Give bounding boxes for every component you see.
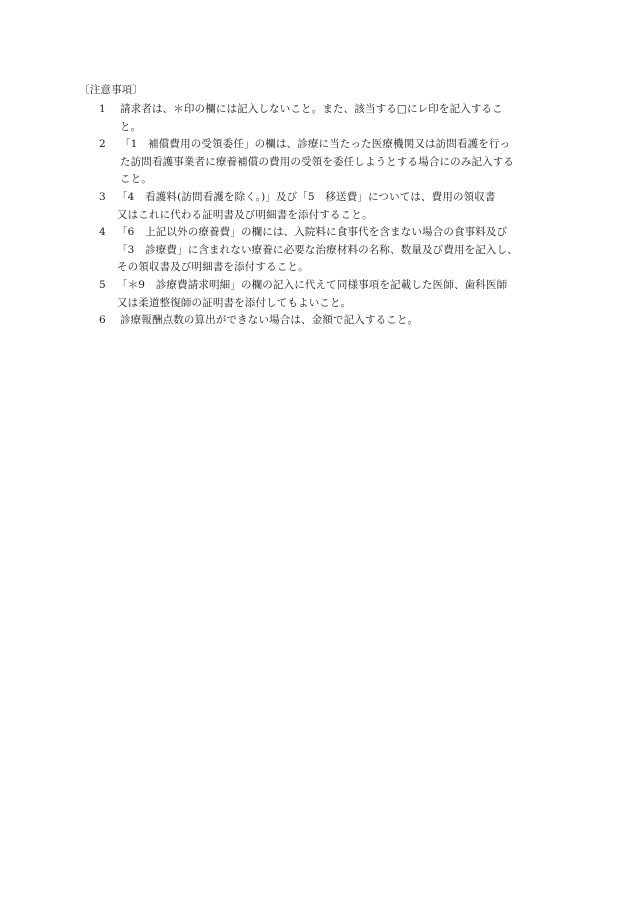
note-text: 「6 上記以外の療養費」の欄には、入院料に食事代を含まない場合の食事料及び 「3 診療費」に含まれない療養に必要な治療材料の名称、数量及び費用を記入し、 その領収書及び明細書を添付すること。 — [117, 226, 518, 274]
note-number: 4 — [99, 226, 106, 239]
note-number: 2 — [99, 138, 106, 151]
note-text: 請求者は、＊印の欄には記入しないこと。また、該当する□にレ印を記入するこ と。 — [120, 103, 503, 133]
note-item-3 — [0, 189, 630, 224]
note-text: 「4 看護料(訪問看護を除く。)」及び「5 移送費」については、費用の領収書 又はこれに代わる証明書及び明細書を添付すること。 — [117, 190, 496, 221]
notes-list — [0, 101, 630, 330]
note-item-1 — [0, 101, 630, 136]
notes-heading: 〔注意事項〕 — [79, 84, 144, 96]
note-item-5 — [0, 277, 630, 312]
note-number: 5 — [99, 278, 106, 291]
note-text: 「＊9 診療費請求明細」の欄の記入に代えて同様事項を記載した医師、歯科医師 又は柔道整復師の証明書を添付してもよいこと。 — [117, 278, 508, 309]
note-number: 1 — [99, 103, 106, 115]
note-item-4 — [0, 224, 630, 277]
note-text: 診療報酬点数の算出ができない場合は、金額で記入すること。 — [120, 314, 419, 327]
note-item-6 — [0, 312, 630, 330]
note-number: 3 — [99, 190, 106, 203]
note-item-2 — [0, 136, 630, 189]
note-text: 「1 補償費用の受領委任」の欄は、診療に当たった医療機関又は訪問看護を行っ た訪問看護事業者に療養補償の費用の受領を委任しようとする場合にのみ記入する こと。 — [120, 138, 515, 186]
note-number: 6 — [99, 314, 106, 327]
